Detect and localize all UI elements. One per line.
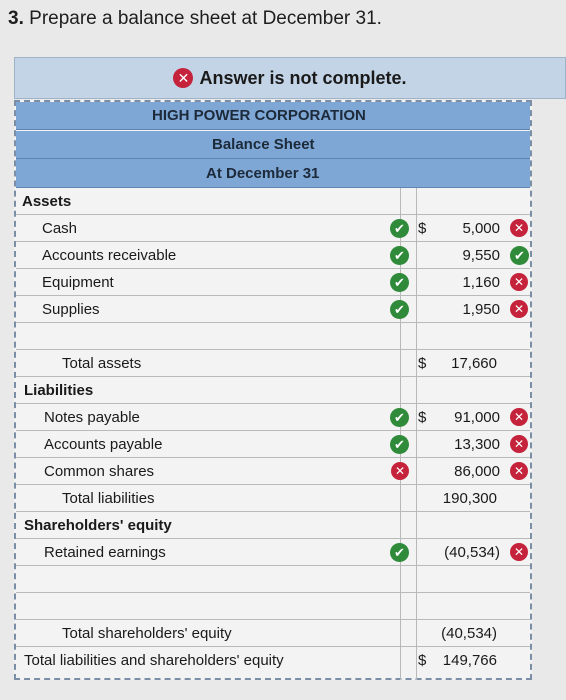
check-icon: ✔ xyxy=(390,219,409,238)
question-number: 3. xyxy=(8,8,24,29)
balance-sheet-table xyxy=(14,100,532,680)
cash-label[interactable]: Cash xyxy=(42,220,78,237)
total-liabilities-equity-value: 149,766 xyxy=(442,652,497,669)
cash-row xyxy=(16,215,530,242)
dollar-sign: $ xyxy=(418,355,427,372)
accounts-receivable-value[interactable]: 9,550 xyxy=(462,247,500,264)
check-icon: ✔ xyxy=(390,300,409,319)
dollar-sign: $ xyxy=(418,220,427,237)
common-shares-value[interactable]: 86,000 xyxy=(454,463,500,480)
equipment-value[interactable]: 1,160 xyxy=(462,274,500,291)
liabilities-heading-row xyxy=(16,377,530,404)
retained-earnings-label[interactable]: Retained earnings xyxy=(44,544,166,561)
total-assets-label: Total assets xyxy=(62,355,142,372)
check-icon: ✔ xyxy=(390,408,409,427)
total-liabilities-label: Total liabilities xyxy=(62,490,155,507)
notes-payable-label[interactable]: Notes payable xyxy=(44,409,140,426)
x-circle-icon: ✕ xyxy=(510,300,528,318)
equipment-row xyxy=(16,269,530,296)
total-liabilities-equity-row xyxy=(16,647,530,674)
assets-heading: Assets xyxy=(22,193,72,210)
retained-earnings-value[interactable]: (40,534) xyxy=(444,544,500,561)
cash-value[interactable]: 5,000 xyxy=(462,220,500,237)
retained-earnings-row xyxy=(16,539,530,566)
equity-heading-row xyxy=(16,512,530,539)
check-icon: ✔ xyxy=(510,246,529,265)
check-icon: ✔ xyxy=(390,273,409,292)
common-shares-row xyxy=(16,458,530,485)
dollar-sign: $ xyxy=(418,409,427,426)
equity-heading: Shareholders' equity xyxy=(24,517,172,534)
blank-row[interactable] xyxy=(16,323,530,350)
total-equity-row xyxy=(16,620,530,647)
supplies-label[interactable]: Supplies xyxy=(42,301,100,318)
x-circle-icon: ✕ xyxy=(510,435,528,453)
total-assets-row xyxy=(16,350,530,377)
common-shares-label[interactable]: Common shares xyxy=(44,463,155,480)
x-circle-icon: ✕ xyxy=(510,543,528,561)
total-assets-value: 17,660 xyxy=(451,355,497,372)
x-circle-icon: ✕ xyxy=(510,462,528,480)
total-liabilities-value: 190,300 xyxy=(442,490,497,507)
accounts-payable-value[interactable]: 13,300 xyxy=(454,436,500,453)
header-company-row xyxy=(16,102,530,130)
total-equity-value: (40,534) xyxy=(441,625,497,642)
dollar-sign: $ xyxy=(418,652,427,669)
total-liabilities-row xyxy=(16,485,530,512)
accounts-payable-row xyxy=(16,431,530,458)
supplies-row xyxy=(16,296,530,323)
accounts-payable-label[interactable]: Accounts payable xyxy=(44,436,163,453)
x-circle-icon: ✕ xyxy=(173,68,193,88)
question-title xyxy=(8,8,382,30)
company-name: HIGH POWER CORPORATION xyxy=(152,107,366,124)
accounts-receivable-label[interactable]: Accounts receivable xyxy=(42,247,177,264)
x-circle-icon: ✕ xyxy=(510,273,528,291)
notes-payable-row xyxy=(16,404,530,431)
banner-text: Answer is not complete. xyxy=(199,67,407,88)
statement-name: Balance Sheet xyxy=(212,136,315,153)
check-icon: ✔ xyxy=(390,435,409,454)
statement-date: At December 31 xyxy=(206,164,320,182)
x-circle-icon: ✕ xyxy=(391,462,409,480)
total-equity-label: Total shareholders' equity xyxy=(62,625,232,642)
notes-payable-value[interactable]: 91,000 xyxy=(454,409,500,426)
supplies-value[interactable]: 1,950 xyxy=(462,301,500,318)
blank-row[interactable] xyxy=(16,593,530,620)
equipment-label[interactable]: Equipment xyxy=(42,274,114,291)
blank-row[interactable] xyxy=(16,566,530,593)
header-date-row xyxy=(16,159,530,188)
check-icon: ✔ xyxy=(390,543,409,562)
header-statement-row xyxy=(16,131,530,159)
answer-status-banner xyxy=(14,57,566,99)
x-circle-icon: ✕ xyxy=(510,219,528,237)
liabilities-heading: Liabilities xyxy=(24,382,94,399)
accounts-receivable-row xyxy=(16,242,530,269)
total-liabilities-equity-label: Total liabilities and shareholders' equity xyxy=(24,652,284,669)
x-circle-icon: ✕ xyxy=(510,408,528,426)
assets-heading-row xyxy=(16,188,530,215)
question-text: Prepare a balance sheet at December 31. xyxy=(29,8,382,29)
check-icon: ✔ xyxy=(390,246,409,265)
